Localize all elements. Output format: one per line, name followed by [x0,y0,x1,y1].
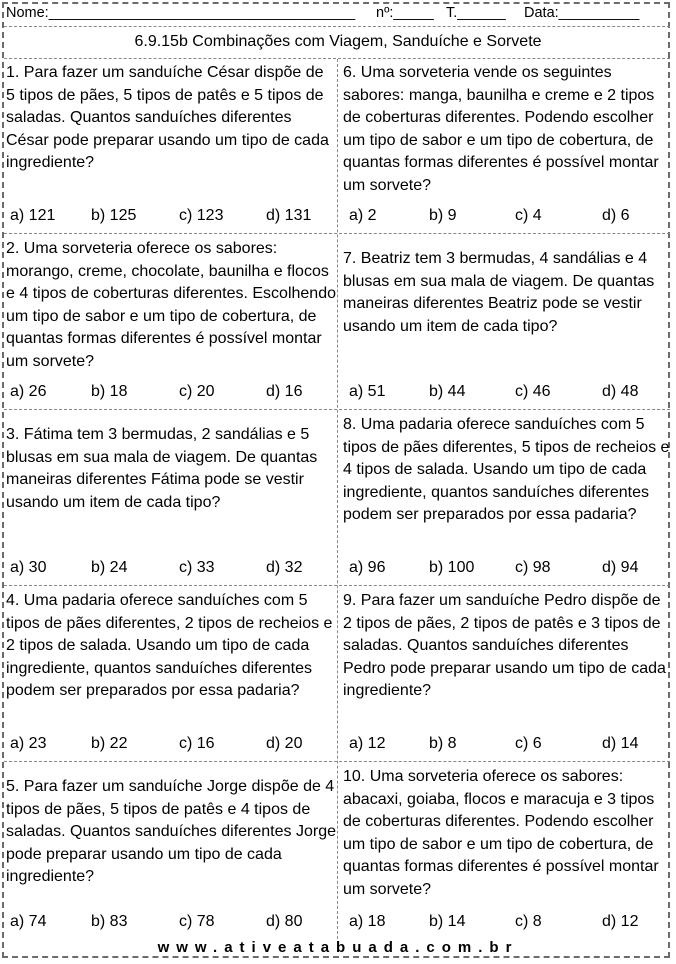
option-b[interactable]: b) 24 [91,559,128,576]
question-6: 6. Uma sorveteria vende os seguintes sabores: manga, baunilha e creme e 2 tipos de coberturas diferentes. Podendo escolher um tipo de sabor e um tipo de cobertura, de quantas formas diferentes é possível montar um sorvete? [343,64,659,194]
date-field-label: Data:__________ [524,5,640,21]
option-a[interactable]: a) 96 [349,559,386,576]
option-a[interactable]: a) 51 [349,383,386,400]
option-a[interactable]: a) 12 [349,735,386,752]
option-a[interactable]: a) 121 [10,207,56,224]
name-field-label: Nome:______________________________________ [6,5,356,21]
option-c[interactable]: c) 6 [515,735,542,752]
option-d[interactable]: d) 131 [266,207,312,224]
divider [4,585,337,586]
divider [4,26,670,27]
option-d[interactable]: d) 80 [266,913,303,930]
website-footer[interactable]: www.ativeatabuada.com.br [157,939,519,956]
option-c[interactable]: c) 123 [179,207,224,224]
option-a[interactable]: a) 18 [349,913,386,930]
option-c[interactable]: c) 33 [179,559,215,576]
question-10: 10. Uma sorveteria oferece os sabores: abacaxi, goiaba, flocos e maracuja e 3 tipos de coberturas diferentes. Podendo escolher um tipo de sabor e um tipo de cobertura, de quantas formas diferentes é possível montar um sorvete? [343,768,659,898]
option-b[interactable]: b) 125 [91,207,137,224]
question-3: 3. Fátima tem 3 bermudas, 2 sandálias e 5 blusas em sua mala de viagem. De quantas maneiras diferentes Fátima pode se vestir usando um item de cada tipo? [6,426,318,511]
option-d[interactable]: d) 16 [266,383,303,400]
question-7: 7. Beatriz tem 3 bermudas, 4 sandálias e 4 blusas em sua mala de viagem. De quantas maneiras diferentes Beatriz pode se vestir usando um item de cada tipo? [343,250,655,335]
divider [339,761,670,762]
question-9: 9. Para fazer um sanduíche Pedro dispõe de 2 tipos de pães, 2 tipos de patês e 3 tipos de saladas. Quantos sanduíches diferentes Pedro pode preparar usando um tipo de cada ingrediente? [343,592,666,699]
question-2: 2. Uma sorveteria oferece os sabores: morango, creme, chocolate, baunilha e flocos e 4 tipos de coberturas diferentes. Escolhendo um tipo de sabor e um tipo de cobertura, de quantas formas diferentes é possível montar um sorvete? [6,240,336,370]
divider [339,233,670,234]
option-c[interactable]: c) 78 [179,913,215,930]
option-a[interactable]: a) 2 [349,207,377,224]
option-d[interactable]: d) 48 [602,383,639,400]
option-c[interactable]: c) 20 [179,383,215,400]
option-d[interactable]: d) 12 [602,913,639,930]
option-d[interactable]: d) 32 [266,559,303,576]
option-b[interactable]: b) 18 [91,383,128,400]
divider [339,585,670,586]
option-b[interactable]: b) 22 [91,735,128,752]
class-field-label: T.______ [446,5,506,21]
option-c[interactable]: c) 16 [179,735,215,752]
option-d[interactable]: d) 6 [602,207,630,224]
option-a[interactable]: a) 30 [10,559,47,576]
divider [4,761,337,762]
option-c[interactable]: c) 8 [515,913,542,930]
divider [4,233,337,234]
option-c[interactable]: c) 4 [515,207,542,224]
question-8: 8. Uma padaria oferece sanduíches com 5 tipos de pães diferentes, 5 tipos de recheios e 4 tipos de salada. Usando um tipo de cada ingrediente, quantos sanduíches diferentes podem ser preparados por essa padaria? [343,416,670,523]
option-b[interactable]: b) 9 [429,207,457,224]
option-c[interactable]: c) 98 [515,559,551,576]
question-4: 4. Uma padaria oferece sanduíches com 5 tipos de pães diferentes, 2 tipos de recheios e 2 tipos de salada. Usando um tipo de cada ingrediente, quantos sanduíches diferentes podem ser preparados por essa padaria? [6,592,333,699]
number-field-label: nº:_____ [376,5,434,21]
option-d[interactable]: d) 20 [266,735,303,752]
option-d[interactable]: d) 94 [602,559,639,576]
option-d[interactable]: d) 14 [602,735,639,752]
column-divider [337,59,338,939]
option-a[interactable]: a) 26 [10,383,47,400]
option-c[interactable]: c) 46 [515,383,551,400]
page-title: 6.9.15b Combinações com Viagem, Sanduíche e Sorvete [134,33,542,50]
option-b[interactable]: b) 44 [429,383,466,400]
option-b[interactable]: b) 8 [429,735,457,752]
option-b[interactable]: b) 100 [429,559,475,576]
option-a[interactable]: a) 23 [10,735,47,752]
student-header [6,4,670,24]
question-1: 1. Para fazer um sanduíche César dispõe de 5 tipos de pães, 5 tipos de patês e 5 tipos de saladas. Quantos sanduíches diferentes César pode preparar usando um tipo de cada ingrediente? [6,64,329,171]
option-b[interactable]: b) 83 [91,913,128,930]
option-b[interactable]: b) 14 [429,913,466,930]
option-a[interactable]: a) 74 [10,913,47,930]
divider [4,409,337,410]
question-5: 5. Para fazer um sanduíche Jorge dispõe de 4 tipos de pães, 5 tipos de patês e 4 tipos de saladas. Quantos sanduíches diferentes Jorge pode preparar usando um tipo de cada ingrediente? [6,778,336,885]
divider [339,409,670,410]
